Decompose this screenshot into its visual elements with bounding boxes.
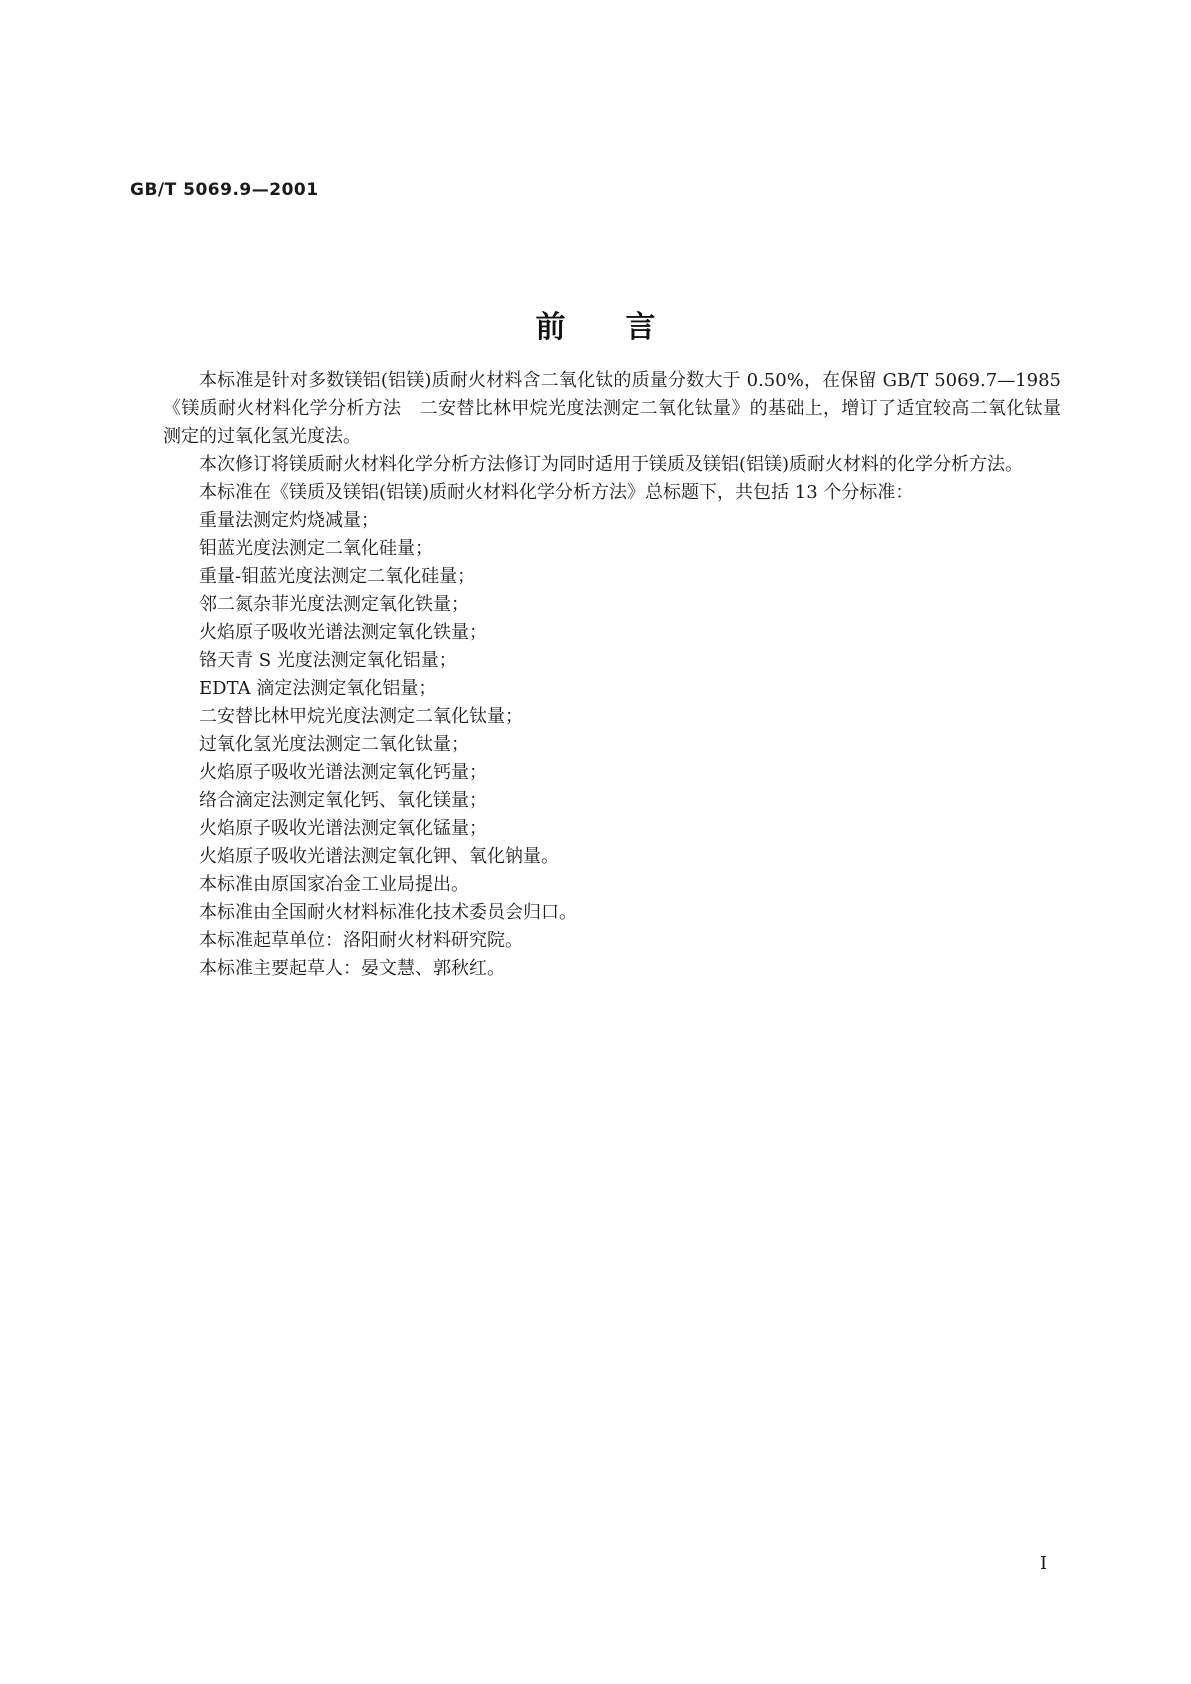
page-number: I: [1040, 1553, 1048, 1574]
intro-paragraph-3: 本标准在《镁质及镁铝(铝镁)质耐火材料化学分析方法》总标题下，共包括 13 个分标准：: [199, 482, 914, 503]
committee-statement: 本标准由全国耐火材料标准化技术委员会归口。: [199, 902, 577, 923]
standard-code: GB/T 5069.9—2001: [130, 180, 319, 200]
page-title: 前 言: [535, 310, 656, 345]
intro-paragraph-1: 本标准是针对多数镁铝(铝镁)质耐火材料含二氧化钛的质量分数大于 0.50%，在保留 GB/T 5069.7—1985《镁质耐火材料化学分析方法 二安替比林甲烷光度法测定二氧化钛量》的基础上，增订了适宜较高二氧化钛量测定的过氧化氢光度法。: [163, 370, 1061, 447]
list-item: 火焰原子吸收光谱法测定氧化钙量；: [199, 762, 487, 783]
list-item: 过氧化氢光度法测定二氧化钛量；: [199, 734, 469, 755]
list-item: 络合滴定法测定氧化钙、氧化镁量；: [199, 790, 487, 811]
list-item: 二安替比林甲烷光度法测定二氧化钛量；: [199, 706, 523, 727]
drafters-statement: 本标准主要起草人：晏文慧、郭秋红。: [199, 958, 505, 979]
proposer-statement: 本标准由原国家冶金工业局提出。: [199, 874, 469, 895]
drafting-unit-statement: 本标准起草单位：洛阳耐火材料研究院。: [199, 930, 523, 951]
list-item: 重量-钼蓝光度法测定二氧化硅量；: [199, 566, 476, 587]
intro-paragraph-2: 本次修订将镁质耐火材料化学分析方法修订为同时适用于镁质及镁铝(铝镁)质耐火材料的化学分析方法。: [199, 454, 1024, 475]
list-item: 重量法测定灼烧减量；: [199, 510, 379, 531]
list-item: 钼蓝光度法测定二氧化硅量；: [199, 538, 433, 559]
list-item: EDTA 滴定法测定氧化铝量；: [199, 678, 437, 699]
document-body: [163, 367, 1061, 983]
sub-standard-list: [163, 507, 1061, 871]
list-item: 铬天青 S 光度法测定氧化铝量；: [199, 650, 457, 671]
list-item: 火焰原子吸收光谱法测定氧化钾、氧化钠量。: [199, 846, 559, 867]
list-item: 邻二氮杂菲光度法测定氧化铁量；: [199, 594, 469, 615]
list-item: 火焰原子吸收光谱法测定氧化铁量；: [199, 622, 487, 643]
list-item: 火焰原子吸收光谱法测定氧化锰量；: [199, 818, 487, 839]
